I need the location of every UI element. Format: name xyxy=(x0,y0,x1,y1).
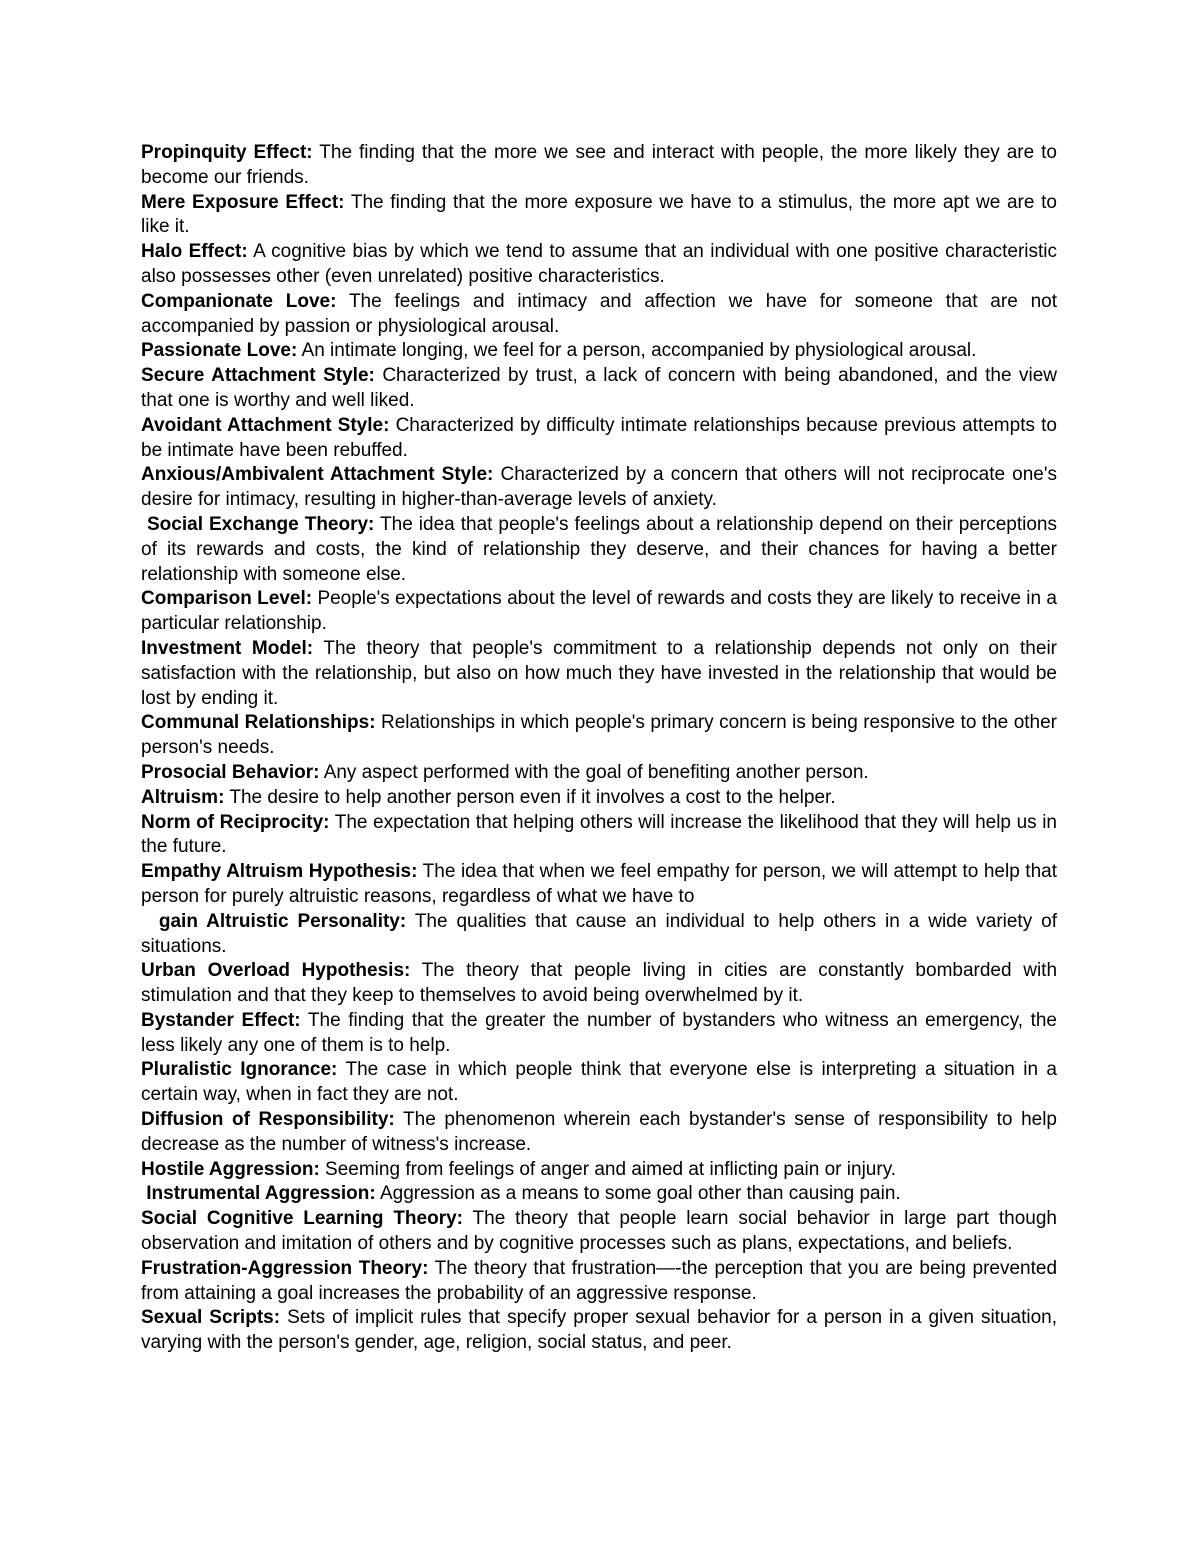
glossary-entry xyxy=(141,761,1057,786)
glossary-definition: The case in which people think that everyone else is interpreting a situation in a certain way, when in fact they are not. xyxy=(141,1059,1057,1106)
glossary-definition: The expectation that helping others will increase the likelihood that they will help us in the future. xyxy=(141,811,1057,858)
glossary-definition: The finding that the more exposure we have to a stimulus, the more apt we are to like it. xyxy=(141,191,1057,238)
glossary-definition: The finding that the greater the number of bystanders who witness an emergency, the less likely any one of them is to help. xyxy=(141,1009,1057,1056)
glossary-term: Urban Overload Hypothesis: xyxy=(141,960,411,982)
glossary-entry xyxy=(141,339,1057,364)
glossary-entry xyxy=(141,1306,1057,1356)
glossary-definition: The theory that people's commitment to a relationship depends not only on their satisfaction with the relationship, but also on how much they have invested in the relationship that would be lost by ending it. xyxy=(141,637,1057,709)
glossary-entry xyxy=(141,711,1057,761)
glossary-page xyxy=(141,141,1057,1356)
glossary-entry xyxy=(141,191,1057,241)
glossary-term: Social Cognitive Learning Theory: xyxy=(141,1208,464,1230)
glossary-definition: Any aspect performed with the goal of benefiting another person. xyxy=(323,761,869,783)
glossary-term: Social Exchange Theory: xyxy=(147,513,375,535)
glossary-term: Halo Effect: xyxy=(141,241,248,263)
glossary-entry xyxy=(141,910,1057,960)
glossary-definition: People's expectations about the level of rewards and costs they are likely to receive in a particular relationship. xyxy=(141,588,1057,635)
glossary-term: Comparison Level: xyxy=(141,588,313,610)
glossary-entry xyxy=(141,1182,1057,1207)
glossary-term: Communal Relationships: xyxy=(141,712,376,734)
glossary-term: Instrumental Aggression: xyxy=(146,1183,376,1205)
glossary-entry xyxy=(141,1257,1057,1307)
glossary-term: gain Altruistic Personality: xyxy=(158,910,407,932)
glossary-term: Altruism: xyxy=(141,786,225,808)
glossary-definition: Relationships in which people's primary concern is being responsive to the other person's needs. xyxy=(141,712,1057,759)
glossary-entry xyxy=(141,513,1057,587)
glossary-entry xyxy=(141,587,1057,637)
glossary-entry xyxy=(141,1207,1057,1257)
glossary-term: Anxious/Ambivalent Attachment Style: xyxy=(141,464,494,486)
glossary-definition: Seeming from feelings of anger and aimed at inflicting pain or injury. xyxy=(325,1158,897,1180)
glossary-entry xyxy=(141,290,1057,340)
glossary-definition: Sets of implicit rules that specify proper sexual behavior for a person in a given situation, varying with the person's gender, age, religion, social status, and peer. xyxy=(141,1307,1058,1354)
glossary-term: Secure Attachment Style: xyxy=(141,365,375,387)
glossary-term: Diffusion of Responsibility: xyxy=(141,1109,395,1131)
glossary-definition: The desire to help another person even if it involves a cost to the helper. xyxy=(229,786,836,808)
glossary-entry xyxy=(141,786,1057,811)
glossary-definition: Characterized by trust, a lack of concern with being abandoned, and the view that one is worthy and well liked. xyxy=(141,365,1057,411)
glossary-term: Avoidant Attachment Style: xyxy=(141,414,390,436)
glossary-entry xyxy=(141,240,1057,290)
glossary-entry xyxy=(141,141,1057,191)
glossary-definition: An intimate longing, we feel for a person, accompanied by physiological arousal. xyxy=(301,340,977,362)
glossary-definition: The finding that the more we see and interact with people, the more likely they are to become our friends. xyxy=(141,142,1057,188)
glossary-term: Passionate Love: xyxy=(141,340,298,362)
glossary-entry xyxy=(141,1009,1057,1059)
glossary-definition: The theory that frustration—-the perception that you are being prevented from attaining a goal increases the probability of an aggressive response. xyxy=(141,1257,1058,1304)
glossary-entry xyxy=(141,1158,1057,1183)
glossary-term: Investment Model: xyxy=(141,637,314,659)
glossary-definition: The idea that people's feelings about a relationship depend on their perceptions of its rewards and costs, the kind of relationship they deserve, and their chances for having a better relationship with someone else. xyxy=(141,513,1057,585)
glossary-entry xyxy=(141,959,1057,1009)
glossary-definition: The qualities that cause an individual to help others in a wide variety of situations. xyxy=(141,910,1057,957)
glossary-term: Companionate Love: xyxy=(141,290,337,312)
glossary-term: Bystander Effect: xyxy=(141,1009,301,1031)
glossary-definition: Characterized by a concern that others will not reciprocate one's desire for intimacy, resulting in higher-than-average levels of anxiety. xyxy=(141,464,1057,511)
glossary-entry xyxy=(141,637,1057,711)
glossary-entry xyxy=(141,1108,1057,1158)
glossary-term: Propinquity Effect: xyxy=(141,142,313,163)
glossary-entry xyxy=(141,463,1057,513)
glossary-definition: The phenomenon wherein each bystander's sense of responsibility to help decrease as the number of witness's increase. xyxy=(141,1109,1057,1155)
glossary-term: Pluralistic Ignorance: xyxy=(141,1059,338,1081)
glossary-definition: A cognitive bias by which we tend to assume that an individual with one positive characteristic also possesses other (even unrelated) positive characteristics. xyxy=(141,241,1058,287)
glossary-term: Norm of Reciprocity: xyxy=(141,811,330,833)
glossary-definition: Aggression as a means to some goal other than causing pain. xyxy=(379,1183,901,1205)
glossary-entry xyxy=(141,414,1057,464)
glossary-term: Sexual Scripts: xyxy=(141,1307,281,1329)
glossary-definition: The theory that people learn social behavior in large part though observation and imitation of others and by cognitive processes such as plans, expectations, and beliefs. xyxy=(141,1208,1057,1255)
glossary-entry xyxy=(141,1058,1057,1108)
glossary-definition: The theory that people living in cities are constantly bombarded with stimulation and that they keep to themselves to avoid being overwhelmed by it. xyxy=(141,960,1058,1007)
glossary-term: Mere Exposure Effect: xyxy=(141,191,345,213)
glossary-entry xyxy=(141,364,1057,414)
glossary-term: Hostile Aggression: xyxy=(141,1158,320,1180)
glossary-entry xyxy=(141,860,1057,910)
glossary-term: Prosocial Behavior: xyxy=(141,761,320,783)
glossary-definition: The idea that when we feel empathy for person, we will attempt to help that person for purely altruistic reasons, regardless of what we have to xyxy=(141,861,1057,907)
glossary-term: Frustration-Aggression Theory: xyxy=(141,1257,429,1279)
glossary-entry xyxy=(141,811,1057,861)
glossary-term: Empathy Altruism Hypothesis: xyxy=(141,861,418,883)
glossary-definition: The feelings and intimacy and affection we have for someone that are not accompanied by passion or physiological arousal. xyxy=(141,290,1058,337)
glossary-definition: Characterized by difficulty intimate relationships because previous attempts to be intimate have been rebuffed. xyxy=(141,414,1057,461)
